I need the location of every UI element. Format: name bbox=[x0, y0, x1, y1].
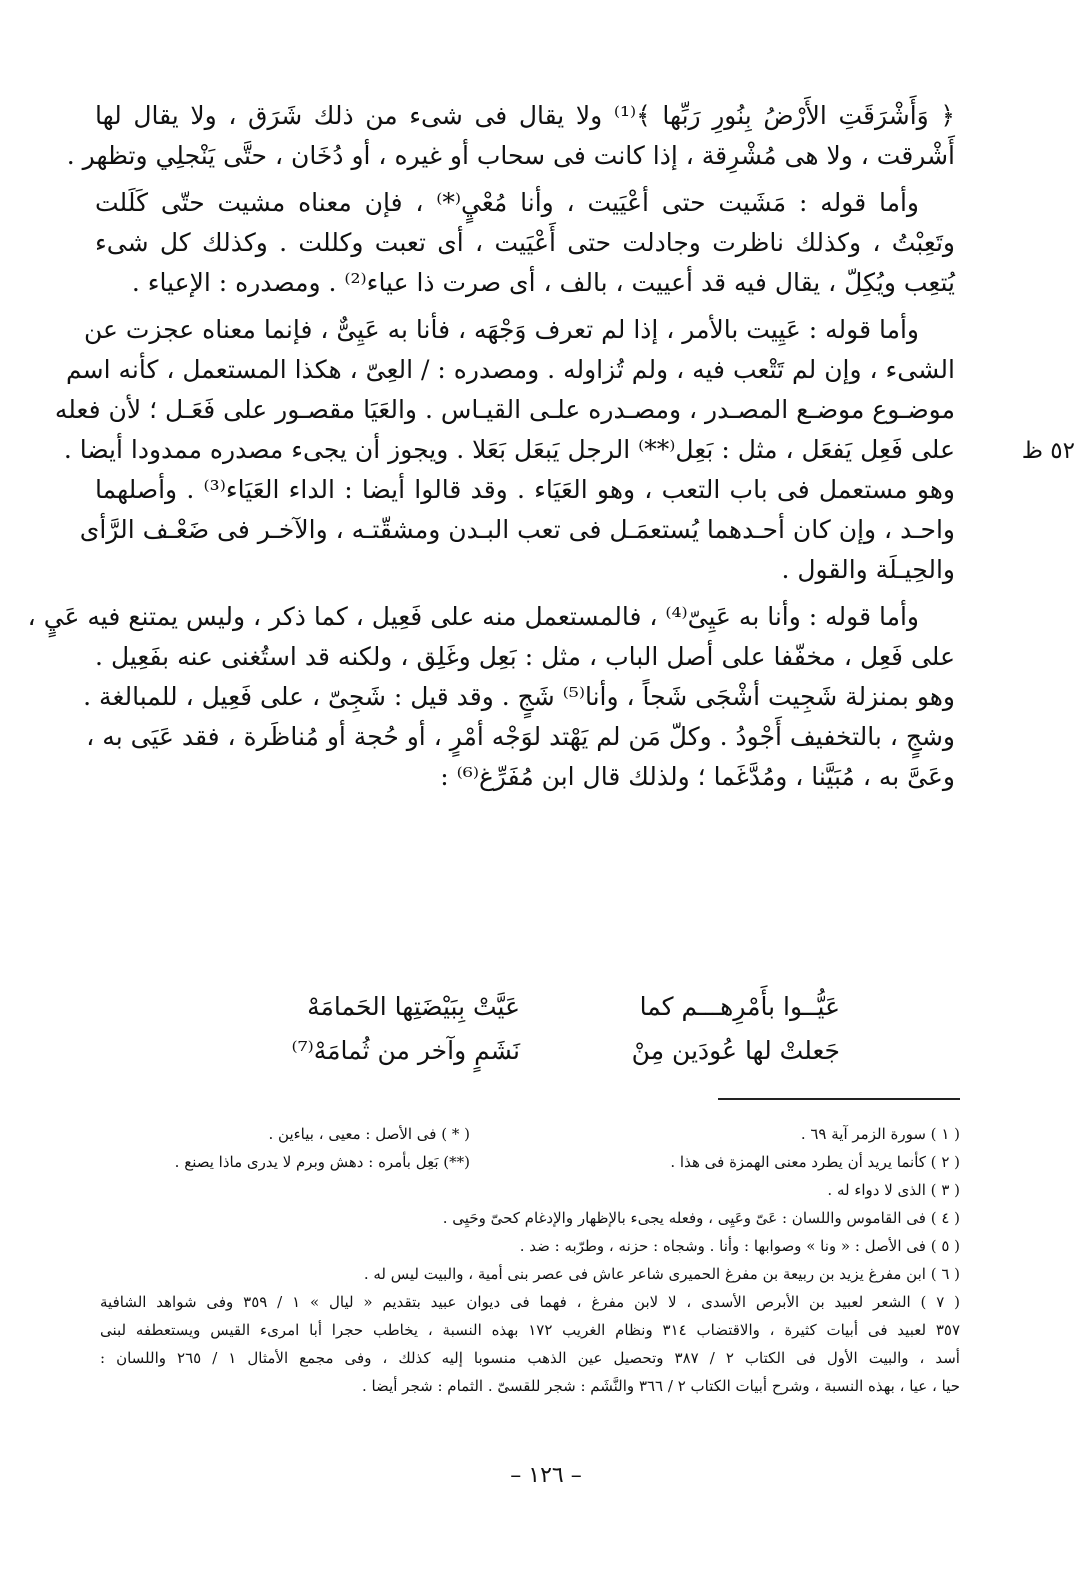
text-line: والحِيـلَة والقول . bbox=[781, 555, 955, 584]
footnotes bbox=[100, 1120, 960, 1400]
footnote: (**) بَعِل بأمره : دهش وبرم لا يدرى ماذا يصنع . bbox=[174, 1153, 470, 1171]
text-line: موضـوع موضـع المصـدر ، ومصـدره علـى القيـاس . والعَيَا مقصـور على فَعَـل ؛ لأن فعله bbox=[54, 395, 955, 424]
text-line: وهو بمنزلة شَجِيت أشْجَى شَجاً ، وأنا⁽⁵⁾ شَجٍ . وقد قيل : شَجِىّ ، على فَعِيل ، للمبالغة . bbox=[83, 682, 955, 711]
text-line: وتَعِبْتُ ، وكذلك ناظرت وجادلت حتى أَعْيَيت ، أى تعبت وكللت . وكذلك كل شىء bbox=[95, 228, 955, 257]
footnote: ( ٤ ) فى القاموس واللسان : عَىّ وعَيِى ، وفعله يجىء بالإظهار والإدغام كحىّ وحَيِى . bbox=[442, 1209, 960, 1227]
verse-first-hemistich: جَعلتْ لها عُودَين مِنْ bbox=[631, 1036, 840, 1065]
footnote: حيا ، عيا ، بهذه النسبة ، وشرح أبيات الكتاب ٢ / ٣٦٦ والنَّشَم : شجر للقسىّ . الثمام : شجر أيضا . bbox=[361, 1377, 960, 1395]
footnote: ( ٥ ) فى الأصل : « ونا » وصوابها : وأنا . وشجاه : حزنه ، وطرّبه : ضد . bbox=[519, 1237, 960, 1255]
text-line: وأما قوله : عَيِيت بالأمر ، إذا لم تعرف وَجْهَه ، فأنا به عَيِىٌّ ، فإنما معناه عجزت عن bbox=[83, 315, 919, 344]
footnote-row bbox=[100, 1148, 960, 1176]
footnote: ( ٢ ) كأنما يريد أن يطرد معنى الهمزة فى هذا . bbox=[670, 1153, 960, 1171]
text-line: الشىء ، وإن لم تَتْعب فيه ، ولم تُزاوله . ومصدره : / العِىّ ، هكذا المستعمل ، كأنه اسم bbox=[66, 355, 955, 384]
verse-second-hemistich: عَيَّتْ بِبَيْضَتِها الحَمامَهْ bbox=[307, 992, 520, 1021]
text-line: على فَعِل ، مخفّفا على أصل الباب ، مثل : بَعِل وغَلِق ، ولكنه قد استُغنى عنه بفَعِيل . bbox=[95, 642, 955, 671]
footnote: ( ٦ ) ابن مفرغ يزيد بن ربيعة بن مفرغ الحميرى شاعر عاش فى عصر بنى أمية ، والبيت ليس له . bbox=[363, 1265, 960, 1283]
text-line: وعَىَّ به ، مُبَيَّنا ، ومُدَّغَما ؛ ولذلك قال ابن مُفَرِّغ⁽⁶⁾ : bbox=[440, 762, 955, 791]
verse-first-hemistich: عَيُّــوا بأَمْرِهـــم كما bbox=[639, 992, 840, 1021]
footnote-row bbox=[100, 1120, 960, 1148]
page-number: – ١٢٦ – bbox=[510, 1463, 582, 1488]
verse-second-hemistich: نَشَمٍ وآخر من ثُمامَهْ⁽⁷⁾ bbox=[291, 1036, 520, 1065]
text-line: وأما قوله : وأنا به عَيِىّ⁽⁴⁾ ، فالمستعمل منه على فَعِيل ، كما ذكر ، وليس يمتنع فيه عَيٍ ، bbox=[27, 602, 919, 631]
footnote: ( ٧ ) الشعر لعبيد بن الأبرص الأسدى ، لا لابن مفرغ ، فهما فى ديوان عبيد بتقديم « ليال » ١ / ٣٥٩ وفى شواهد الشافية bbox=[100, 1293, 960, 1311]
text-line: على فَعِل يَفعَل ، مثل : بَعِل⁽**⁾ الرجل يَبعَل بَعَلا . ويجوز أن يجىء مصدره ممدودا أيضا . bbox=[63, 435, 955, 464]
footnote: ( ٣ ) الذى لا دواء له . bbox=[827, 1181, 960, 1199]
manuscript-folio-marker: ٥٢ ظ bbox=[1021, 438, 1075, 464]
text-line: واحـد ، وإن كان أحـدهما يُستعمَـل فى تعب البـدن ومشقّتـه ، والآخـر فى ضَعْـف الرَّأى bbox=[79, 515, 955, 544]
footnote: ٣٥٧ لعبيد فى أبيات كثيرة ، والاقتضاب ٣١٤ ونظام الغريب ١٧٢ بهذه النسبة ، يخاطب حجرا أبا امرىء القيس ويستعطفه لبنى bbox=[100, 1321, 961, 1339]
footnote: ( * ) فى الأصل : معيى ، بياءين . bbox=[268, 1125, 470, 1143]
text-line: يُتعِب ويُكِلّ ، يقال فيه قد أعييت ، بالف ، أى صرت ذا عياء⁽²⁾ . ومصدره : الإعياء . bbox=[131, 268, 955, 297]
text-line: وهو مستعمل فى باب التعب ، وهو العَيَاء . وقد قالوا أيضا : الداء العَيَاء⁽³⁾ . وأصلهما bbox=[95, 475, 955, 504]
text-line: أَشْرقت ، ولا هى مُشْرِقة ، إذا كانت فى سحاب أو غيره ، أو دُخَان ، حتَّى يَنْجلِي وتظهر . bbox=[66, 141, 955, 170]
text-line: وشجٍ ، بالتخفيف أَجْودُ . وكلّ مَن لم يَهْتد لوَجْه أمْرٍ ، أو حُجة أو مُناظَرة ، فقد عَيَى به ، bbox=[86, 722, 955, 751]
main-text bbox=[27, 96, 955, 797]
text-line: وأما قوله : مَشَيت حتى أعْيَيت ، وأنا مُعْيٍ⁽*⁾ ، فإن معناه مشيت حتّى كَلَلت bbox=[95, 188, 919, 217]
text-line: ﴿ وَأَشْرَقَتِ الأَرْضُ بِنُورِ رَبِّها ﴾⁽¹⁾ ولا يقال فى شىء من ذلك شَرَق ، ولا يقال لها bbox=[95, 101, 955, 130]
footnote-separator bbox=[718, 1098, 960, 1100]
footnote: أسد ، والبيت الأول فى الكتاب ٢ / ٣٨٧ وتحصيل عين الذهب منسوبا إليه كذلك ، وفى مجمع الأمثال ١ / ٢٦٥ واللسان : bbox=[100, 1349, 960, 1367]
footnote: ( ١ ) سورة الزمر آية ٦٩ . bbox=[800, 1125, 960, 1143]
